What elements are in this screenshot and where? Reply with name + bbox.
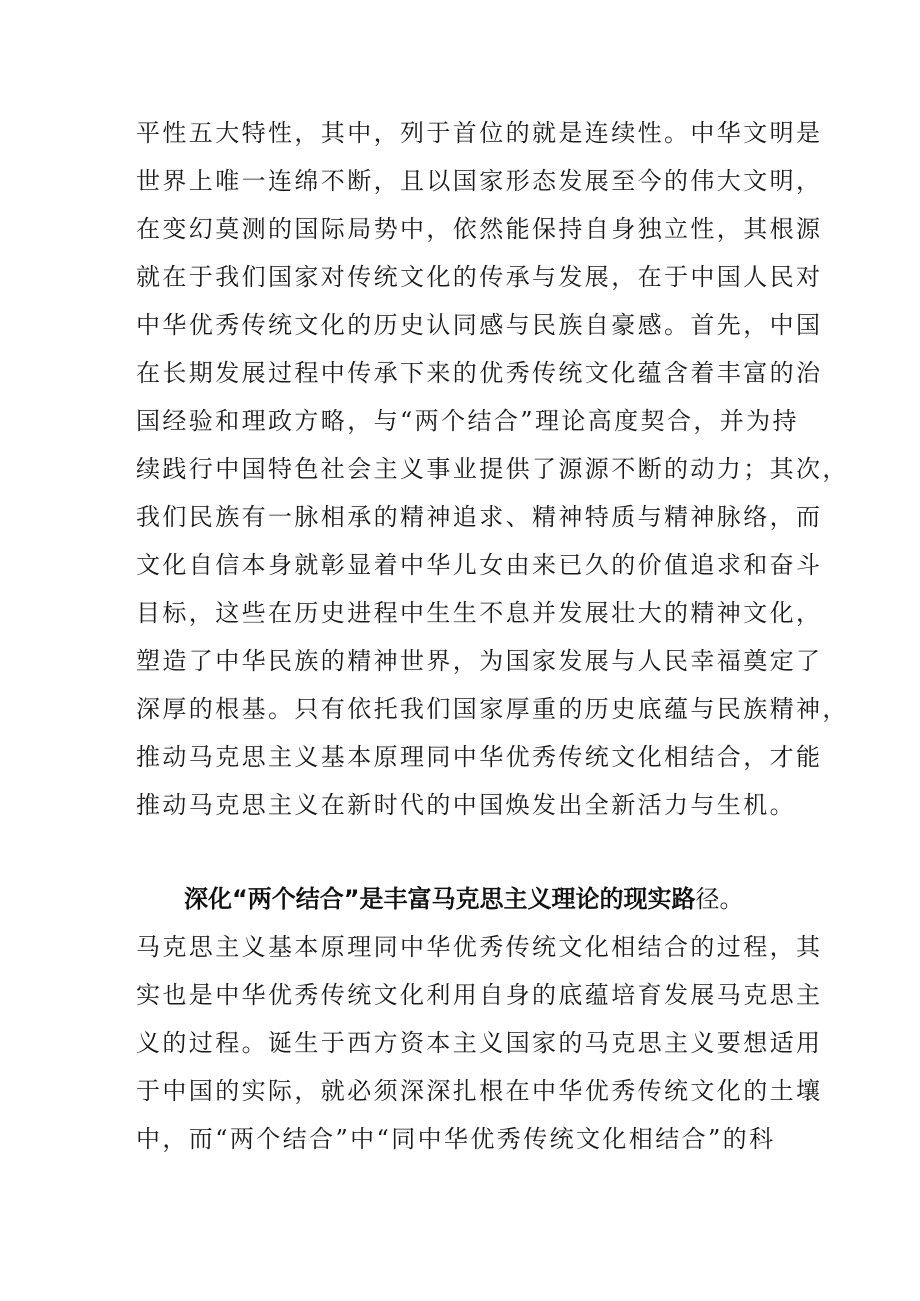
paragraph1-line: 在变幻莫测的国际局势中，依然能保持自身独立性，其根源 <box>136 215 823 243</box>
paragraph1-line: 世界上唯一连绵不断，且以国家形态发展至今的伟大文明， <box>136 167 823 195</box>
paragraph1-line: 目标，这些在历史进程中生生不息并发展壮大的精神文化， <box>136 599 823 627</box>
paragraph2-line: 义的过程。诞生于西方资本主义国家的马克思主义要想适用 <box>136 1029 823 1057</box>
paragraph2-line: 实也是中华优秀传统文化利用自身的底蕴培育发展马克思主 <box>136 981 823 1009</box>
paragraph1-line: 塑造了中华民族的精神世界，为国家发展与人民幸福奠定了 <box>136 647 823 675</box>
section-heading <box>184 884 804 914</box>
paragraph1-line: 续践行中国特色社会主义事业提供了源源不断的动力；其次， <box>136 455 849 483</box>
paragraph1-line: 中华优秀传统文化的历史认同感与民族自豪感。首先，中国 <box>136 311 823 339</box>
paragraph1-line: 深厚的根基。只有依托我们国家厚重的历史底蕴与民族精神， <box>136 695 849 723</box>
paragraph1-line: 就在于我们国家对传统文化的传承与发展，在于中国人民对 <box>136 263 823 291</box>
paragraph1-line: 推动马克思主义在新时代的中国焕发出全新活力与生机。 <box>136 791 796 819</box>
paragraph1-line: 在长期发展过程中传承下来的优秀传统文化蕴含着丰富的治 <box>136 359 823 387</box>
paragraph1-line: 我们民族有一脉相承的精神追求、精神特质与精神脉络，而 <box>136 503 823 531</box>
paragraph2-line: 于中国的实际，就必须深深扎根在中华优秀传统文化的土壤 <box>136 1077 823 1105</box>
paragraph1-line: 国经验和理政方略，与“两个结合”理论高度契合，并为持 <box>136 407 799 435</box>
paragraph1-line: 文化自信本身就彰显着中华儿女由来已久的价值追求和奋斗 <box>136 551 823 579</box>
section-heading-bold: 深化“两个结合”是丰富马克思主义理论的现实路 <box>184 885 696 913</box>
paragraph2-line: 马克思主义基本原理同中华优秀传统文化相结合的过程，其 <box>136 933 823 961</box>
paragraph2-line: 中，而“两个结合”中“同中华优秀传统文化相结合”的科 <box>136 1125 776 1153</box>
paragraph1-line: 推动马克思主义基本原理同中华优秀传统文化相结合，才能 <box>136 743 823 771</box>
section-heading-tail: 径。 <box>695 885 744 913</box>
paragraph1-line: 平性五大特性，其中，列于首位的就是连续性。中华文明是 <box>136 119 823 147</box>
